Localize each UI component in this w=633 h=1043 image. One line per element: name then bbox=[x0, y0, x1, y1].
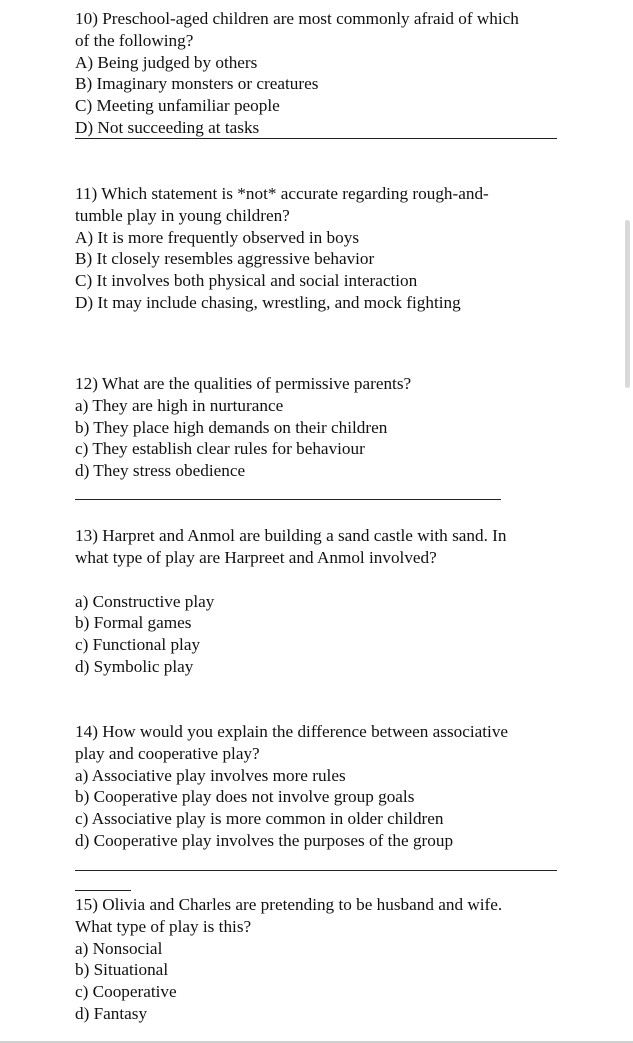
question-14 bbox=[75, 721, 575, 852]
option-a: a) Constructive play bbox=[75, 591, 215, 611]
option-b: b) They place high demands on their children bbox=[75, 417, 388, 437]
question-10 bbox=[75, 8, 575, 139]
option-c: c) They establish clear rules for behaviour bbox=[75, 439, 365, 459]
separator-line bbox=[75, 870, 557, 871]
separator-line-short bbox=[75, 890, 131, 891]
question-stem: 13) Harpret and Anmol are building a sand castle with sand. In bbox=[75, 526, 507, 545]
spacer bbox=[75, 569, 575, 591]
question-stem: tumble play in young children? bbox=[75, 205, 290, 225]
option-b: b) Cooperative play does not involve group goals bbox=[75, 787, 415, 807]
option-c: C) Meeting unfamiliar people bbox=[75, 96, 280, 116]
option-d: D) Not succeeding at tasks bbox=[75, 117, 260, 137]
question-stem: 14) How would you explain the difference between associative bbox=[75, 722, 509, 741]
option-b: b) Situational bbox=[75, 960, 169, 980]
question-stem: 12) What are the qualities of permissive parents? bbox=[75, 374, 412, 393]
option-b: B) It closely resembles aggressive behavior bbox=[75, 249, 375, 269]
option-a: A) It is more frequently observed in boys bbox=[75, 227, 360, 247]
option-d: d) They stress obedience bbox=[75, 461, 246, 481]
option-d: d) Fantasy bbox=[75, 1003, 148, 1023]
option-c: C) It involves both physical and social interaction bbox=[75, 271, 418, 291]
question-stem: What type of play is this? bbox=[75, 916, 252, 936]
option-d: d) Cooperative play involves the purposes of the group bbox=[75, 830, 454, 850]
question-15 bbox=[75, 894, 575, 1025]
option-a: a) Nonsocial bbox=[75, 938, 163, 958]
option-a: A) Being judged by others bbox=[75, 52, 258, 72]
question-12 bbox=[75, 373, 575, 482]
option-c: c) Functional play bbox=[75, 635, 201, 655]
scrollbar[interactable] bbox=[625, 220, 630, 388]
question-stem: 10) Preschool-aged children are most commonly afraid of which bbox=[75, 9, 519, 28]
option-b: B) Imaginary monsters or creatures bbox=[75, 74, 319, 94]
question-11 bbox=[75, 183, 575, 314]
option-a: a) Associative play involves more rules bbox=[75, 765, 346, 785]
question-stem: play and cooperative play? bbox=[75, 743, 260, 763]
option-c: c) Cooperative bbox=[75, 982, 177, 1002]
option-d: D) It may include chasing, wrestling, and mock fighting bbox=[75, 292, 461, 312]
option-c: c) Associative play is more common in older children bbox=[75, 809, 444, 829]
separator-line bbox=[75, 499, 501, 500]
option-d: d) Symbolic play bbox=[75, 656, 194, 676]
question-13 bbox=[75, 525, 575, 678]
question-stem: of the following? bbox=[75, 30, 194, 50]
option-b: b) Formal games bbox=[75, 613, 192, 633]
question-stem: what type of play are Harpreet and Anmol involved? bbox=[75, 547, 437, 567]
option-a: a) They are high in nurturance bbox=[75, 395, 284, 415]
question-stem: 15) Olivia and Charles are pretending to be husband and wife. bbox=[75, 895, 503, 914]
separator-line bbox=[75, 138, 557, 139]
question-stem: 11) Which statement is *not* accurate regarding rough-and- bbox=[75, 184, 489, 203]
